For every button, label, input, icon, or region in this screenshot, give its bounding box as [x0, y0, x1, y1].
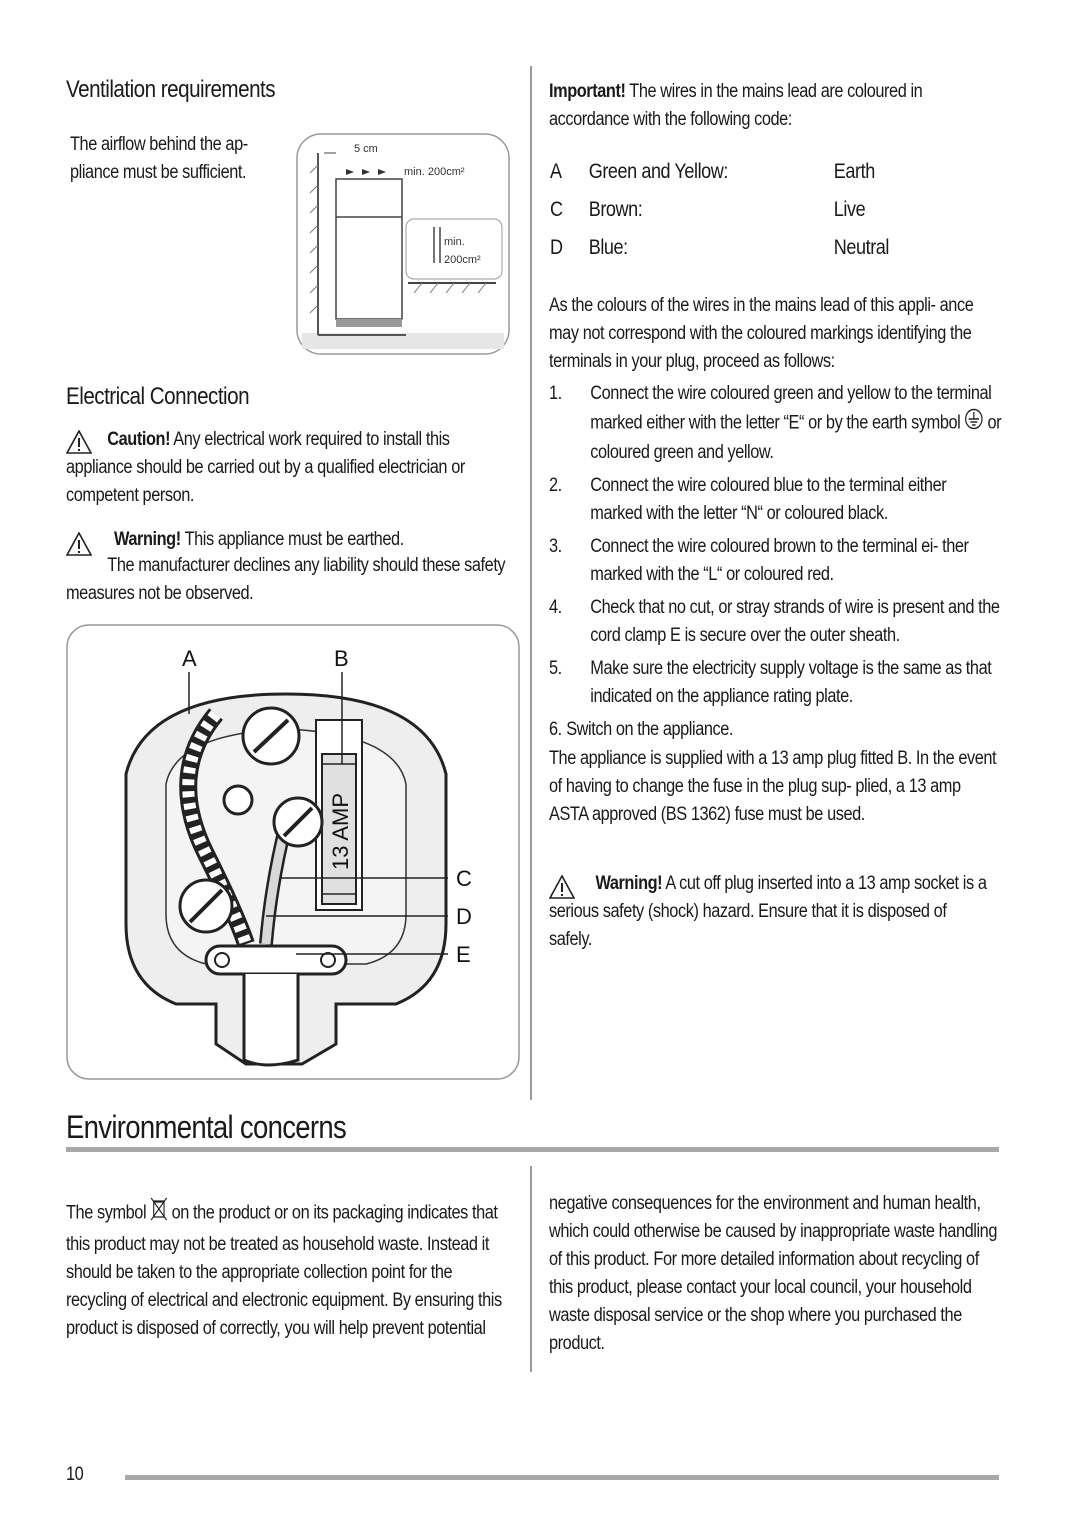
- ventilation-text: The airflow behind the ap- pliance must be sufficient.: [70, 134, 248, 183]
- vent-label-top: min. 200cm²: [404, 166, 465, 178]
- svg-text:min.: min.: [444, 236, 465, 248]
- column-divider-bottom: [530, 1166, 532, 1372]
- environment-left-text: The symbol on the product or on its packaging indicates that this product may not be treated as household waste. Instead it should be taken to the appropriate collection point for the recycling of electrical and electronic equipment. By ensuring this product is disposed of correctly, you will help prevent potential: [66, 1196, 510, 1343]
- plug-label-e: E: [456, 942, 471, 967]
- connection-steps: [549, 380, 1001, 744]
- step-4: 4. Check that no cut, or stray strands of wire is present and the cord clamp E is secure over the outer sheath.: [549, 597, 1000, 646]
- warning-text: Warning! This appliance must be earthed.: [114, 529, 404, 550]
- weee-bin-icon: [150, 1196, 167, 1231]
- plug-label-c: C: [456, 866, 472, 891]
- svg-text:200cm²: 200cm²: [444, 254, 481, 266]
- ventilation-heading: Ventilation requirements: [66, 76, 276, 103]
- fuse-label: 13 AMP: [328, 792, 353, 870]
- vent-label-5cm: 5 cm: [354, 143, 378, 155]
- manufacturer-text: The manufacturer declines any liability should these safety measures not be observed.: [66, 555, 506, 604]
- ventilation-diagram: [296, 133, 510, 355]
- page-number: 10: [66, 1464, 84, 1485]
- earth-symbol-icon: [964, 408, 983, 439]
- environment-rule: [66, 1147, 999, 1152]
- plug-label-b: B: [334, 646, 349, 671]
- environment-heading: Environmental concerns: [66, 1109, 347, 1145]
- step-5: 5. Make sure the electricity supply voltage is the same as that indicated on the appliance rating plate.: [549, 658, 992, 707]
- step-2: 2. Connect the wire coloured blue to the terminal either marked with the letter “N“ or coloured black.: [549, 475, 947, 524]
- column-divider-top: [530, 66, 532, 1100]
- plug-supplied-text: The appliance is supplied with a 13 amp plug fitted B. In the event of having to change the fuse in the plug sup- plied, a 13 amp ASTA approved (BS 1362) fuse must be used.: [549, 748, 997, 825]
- footer-rule: [125, 1475, 999, 1480]
- plug-diagram: [66, 624, 520, 1080]
- step-1: 1. Connect the wire coloured green and yellow to the terminal marked either with the letter “E“ or by the earth symbol or coloured green and yellow.: [549, 383, 1002, 463]
- step-6: 6. Switch on the appliance.: [549, 719, 734, 740]
- plug-label-d: D: [456, 904, 472, 929]
- electrical-heading: Electrical Connection: [66, 383, 250, 410]
- step-3: 3. Connect the wire coloured brown to the terminal ei- ther marked with the “L“ or coloured red.: [549, 536, 969, 585]
- warning2-text: Warning! A cut off plug inserted into a 13 amp socket is a serious safety (shock) hazard. Ensure that it is disposed of safely.: [549, 873, 987, 950]
- colours-intro: As the colours of the wires in the mains lead of this appli- ance may not correspond with the coloured markings identifying the terminals in your plug, proceed as follows:: [549, 295, 974, 372]
- important-text: Important! The wires in the mains lead are coloured in accordance with the following code:: [549, 81, 923, 130]
- environment-right-text: negative consequences for the environment and human health, which could otherwise be caused by inappropriate waste handling of this product. For more detailed information about recycling of this product, please contact your local council, your household waste disposal service or the shop where you purchased the product.: [549, 1193, 997, 1354]
- caution-text: Caution! Any electrical work required to install this appliance should be carried out by a qualified electrician or competent person.: [66, 429, 465, 506]
- plug-label-a: A: [182, 646, 197, 671]
